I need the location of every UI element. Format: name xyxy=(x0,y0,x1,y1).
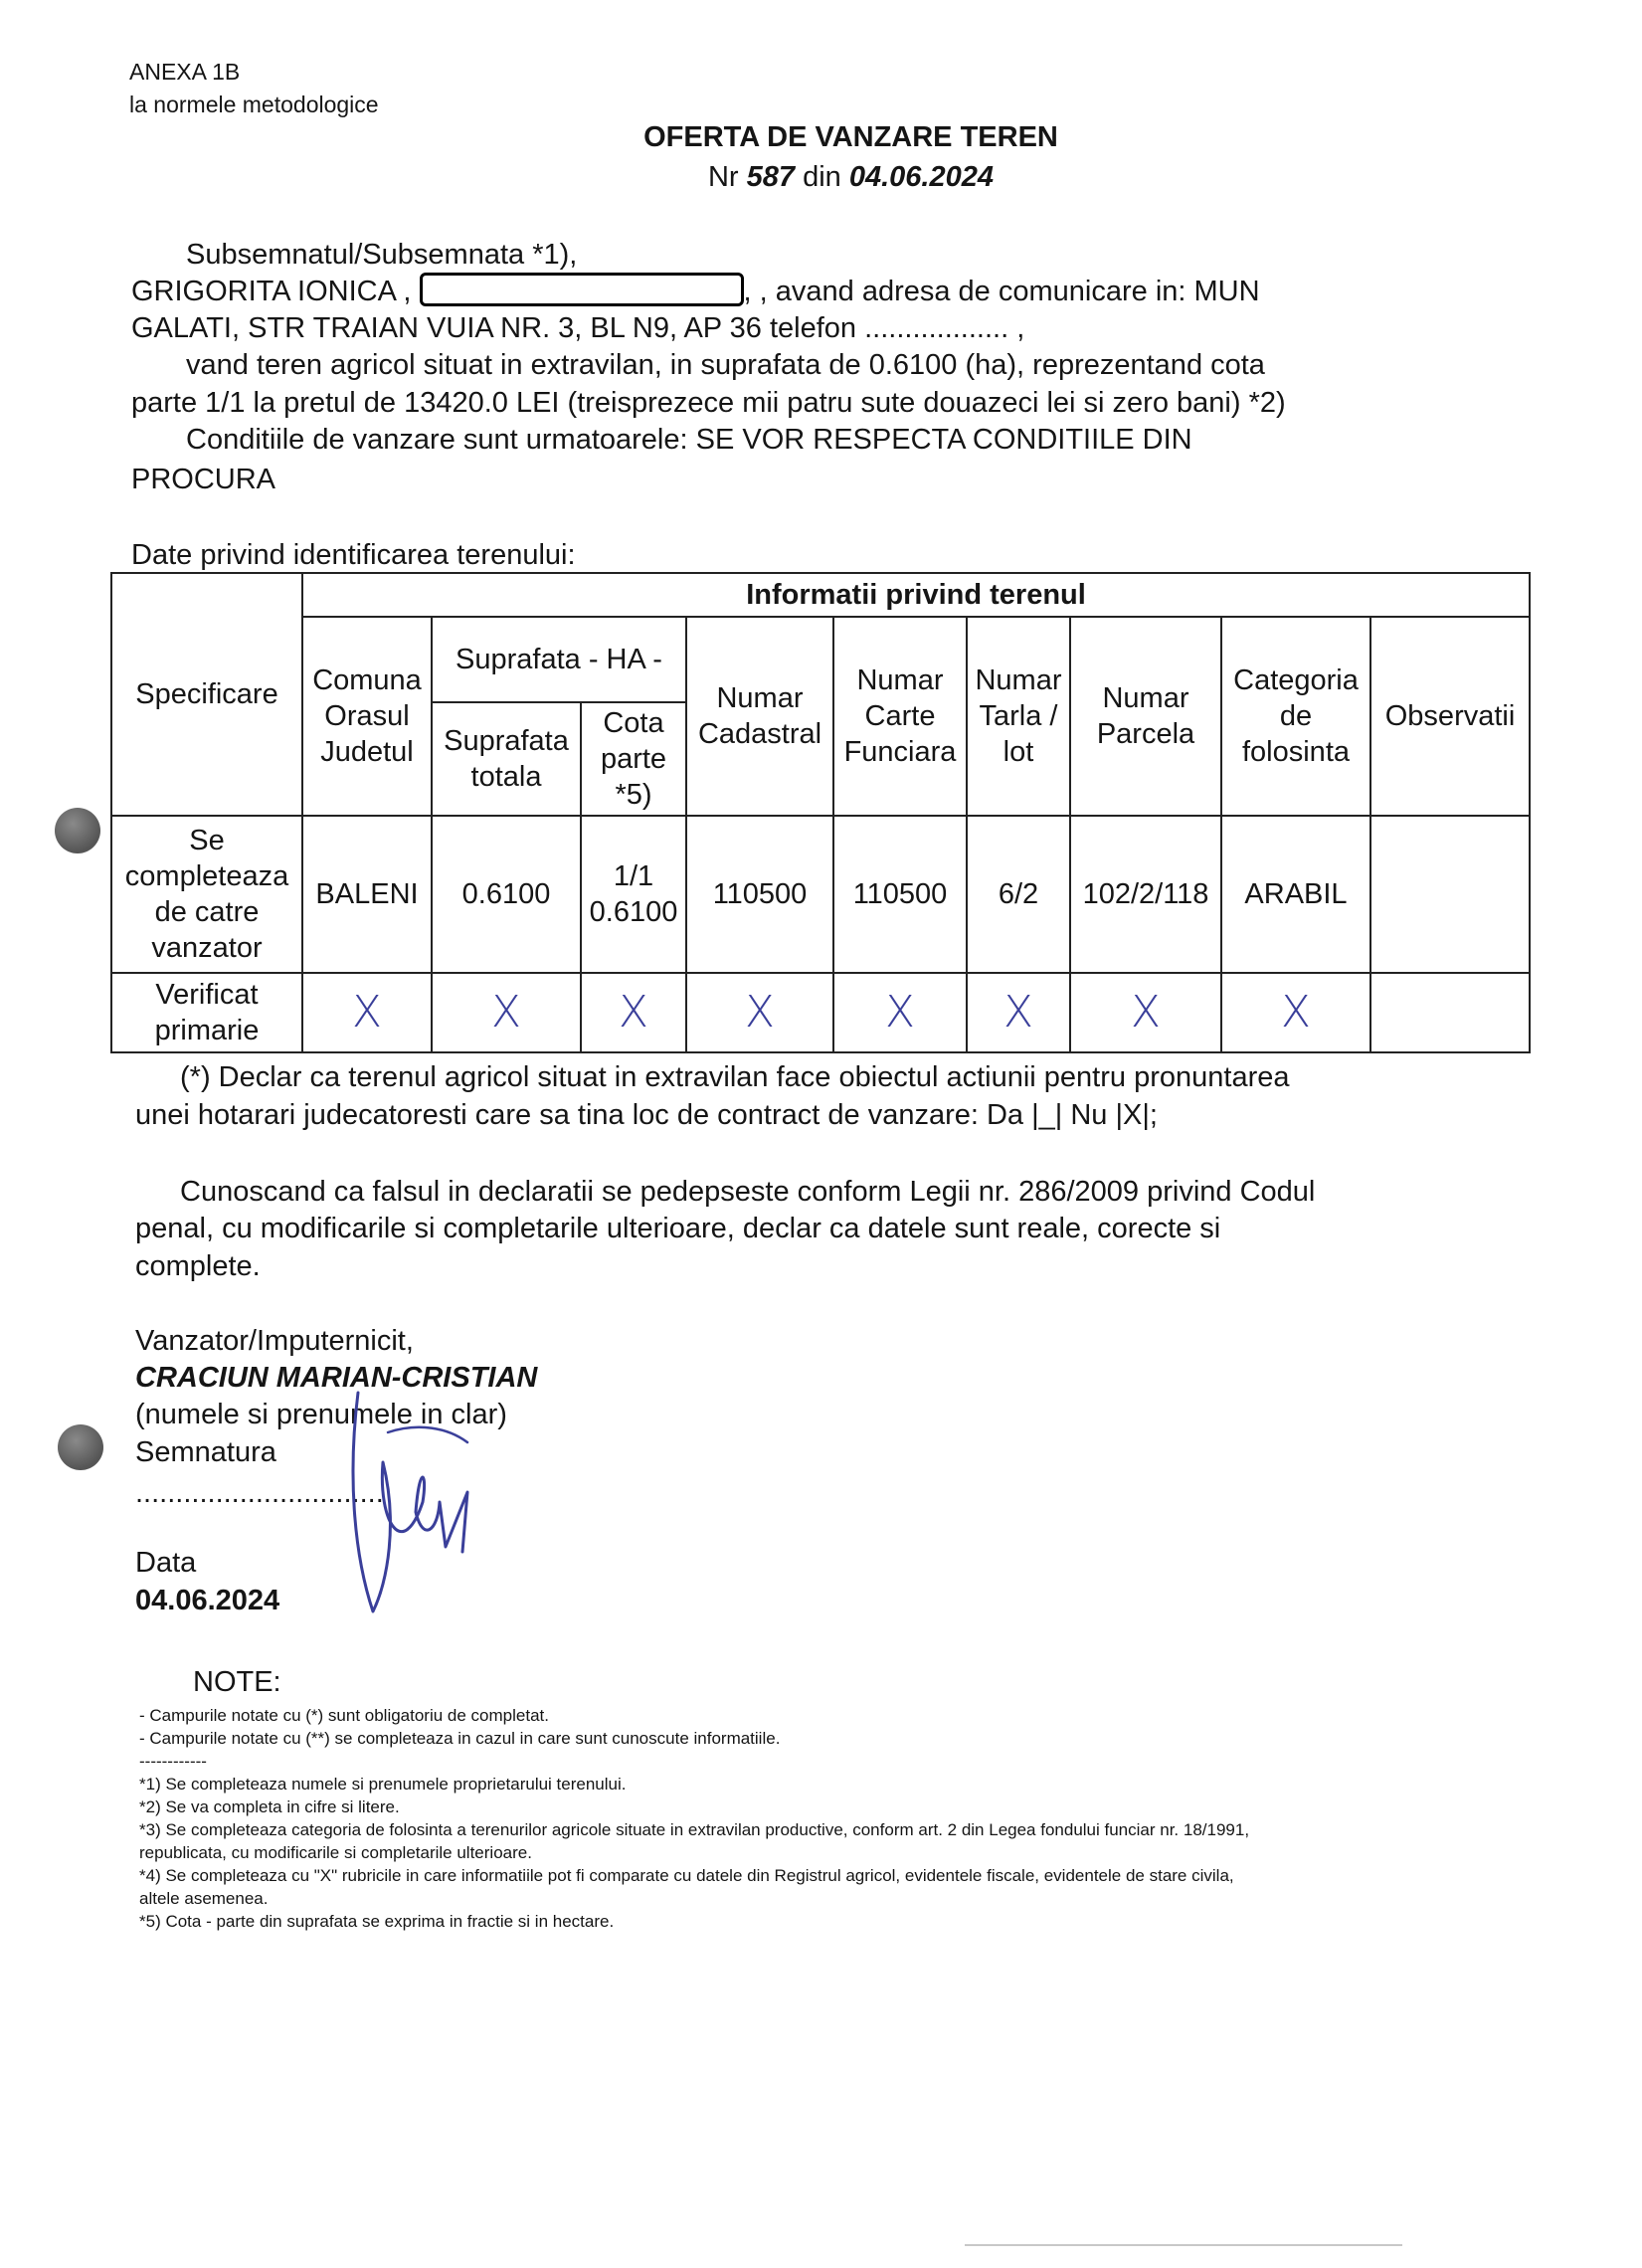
row-label-vanzator: Se completeaza de catre vanzator xyxy=(111,816,302,973)
note-item: - Campurile notate cu (*) sunt obligatoriu de completat. xyxy=(139,1706,549,1725)
document-title-block xyxy=(0,117,1642,197)
penal-line-2: penal, cu modificarile si completarile ulterioare, declar ca datele sunt reale, corecte si xyxy=(135,1213,1221,1244)
header-suprafata-group: Suprafata - HA - xyxy=(432,617,686,702)
header-comuna: Comuna Orasul Judetul xyxy=(302,617,432,816)
subsemnatul-line: Subsemnatul/Subsemnata *1), xyxy=(186,239,578,271)
footnote-item: altele asemenea. xyxy=(139,1889,269,1908)
cell-carte-funciara: 110500 xyxy=(833,816,967,973)
penal-line-3: complete. xyxy=(135,1250,261,1282)
header-suprafata-totala: Suprafata totala xyxy=(432,702,581,816)
footnote-item: *2) Se va completa in cifre si litere. xyxy=(139,1797,400,1816)
nr-prefix: Nr xyxy=(707,161,739,193)
table-row xyxy=(111,816,1530,973)
signer-name-hint: (numele si prenumele in clar) xyxy=(135,1399,507,1430)
cell-observatii xyxy=(1370,816,1530,973)
header-tarla: Numar Tarla / lot xyxy=(967,617,1070,816)
cell-parcela: 102/2/118 xyxy=(1070,816,1221,973)
annex-label: ANEXA 1B xyxy=(129,59,241,85)
table-row xyxy=(111,973,1530,1052)
declaration-line-1: (*) Declar ca terenul agricol situat in extravilan face obiectul actiunii pentru pronuntarea xyxy=(180,1061,1290,1093)
declaration-line-2: unei hotarari judecatoresti care sa tina loc de contract de vanzare: Da |_| Nu |X|; xyxy=(135,1099,1158,1131)
header-cota-parte: Cota parte *5) xyxy=(581,702,686,816)
cell-observatii-empty xyxy=(1370,973,1530,1052)
check-mark-cota: X xyxy=(581,973,686,1052)
row-label-primarie: Verificat primarie xyxy=(111,973,302,1052)
sale-line-1: vand teren agricol situat in extravilan, in suprafata de 0.6100 (ha), reprezentand cota xyxy=(186,349,1265,381)
cell-categoria: ARABIL xyxy=(1221,816,1370,973)
punch-hole-bottom xyxy=(58,1424,103,1470)
cell-cota xyxy=(581,816,686,973)
check-mark-categoria: X xyxy=(1221,973,1370,1052)
footnote-item: *1) Se completeaza numele si prenumele proprietarului terenului. xyxy=(139,1775,627,1794)
conditions-line-1: Conditiile de vanzare sunt urmatoarele: SE VOR RESPECTA CONDITIILE DIN xyxy=(186,424,1192,456)
header-cadastral: Numar Cadastral xyxy=(686,617,833,816)
notes-list xyxy=(139,1704,1249,1933)
handwritten-signature xyxy=(328,1353,527,1631)
cell-cota-ha: 0.6100 xyxy=(589,896,678,928)
footer-rule xyxy=(965,2244,1402,2246)
header-informatii-group: Informatii privind terenul xyxy=(302,573,1530,617)
check-mark-comuna: X xyxy=(302,973,432,1052)
land-info-table xyxy=(110,572,1531,1053)
annex-subtitle: la normele metodologice xyxy=(129,92,379,117)
din-word: din xyxy=(803,161,841,193)
penal-line-1: Cunoscand ca falsul in declaratii se pedepseste conform Legii nr. 286/2009 privind Codul xyxy=(180,1176,1316,1208)
note-separator: ------------ xyxy=(139,1752,207,1771)
sale-line-2: parte 1/1 la pretul de 13420.0 LEI (treisprezece mii patru sute douazeci lei si zero bani) *2) xyxy=(131,387,1286,419)
punch-hole-top xyxy=(55,808,100,853)
check-mark-carte: X xyxy=(833,973,967,1052)
notes-heading: NOTE: xyxy=(193,1666,281,1698)
owner-name: GRIGORITA IONICA , xyxy=(131,276,412,307)
check-mark-suprafata: X xyxy=(432,973,581,1052)
annex-header xyxy=(129,56,379,121)
date-ident-label: Date privind identificarea terenului: xyxy=(131,539,576,571)
document-title: OFERTA DE VANZARE TEREN xyxy=(643,121,1058,153)
check-mark-tarla: X xyxy=(967,973,1070,1052)
header-categoria: Categoria de folosinta xyxy=(1221,617,1370,816)
data-value: 04.06.2024 xyxy=(135,1585,280,1616)
address-rest: , , avand adresa de comunicare in: MUN xyxy=(743,276,1260,307)
header-specificare: Specificare xyxy=(111,573,302,816)
document-date: 04.06.2024 xyxy=(848,161,995,193)
owner-line xyxy=(131,273,1260,310)
header-observatii: Observatii xyxy=(1370,617,1530,816)
nr-value: 587 xyxy=(746,161,796,193)
cell-cadastral: 110500 xyxy=(686,816,833,973)
cell-suprafata: 0.6100 xyxy=(432,816,581,973)
cell-comuna: BALENI xyxy=(302,816,432,973)
address-line: GALATI, STR TRAIAN VUIA NR. 3, BL N9, AP 36 telefon .................. , xyxy=(131,312,1025,344)
data-label: Data xyxy=(135,1547,197,1579)
signer-role: Vanzator/Imputernicit, xyxy=(135,1325,414,1357)
footnote-item: *3) Se completeaza categoria de folosinta a terenurilor agricole situate in extravilan productive, conform art. 2 din Legea fondului funciar nr. 18/1991, xyxy=(139,1820,1250,1839)
cell-cota-fraction: 1/1 xyxy=(613,860,654,892)
header-carte-funciara: Numar Carte Funciara xyxy=(833,617,967,816)
check-mark-parcela: X xyxy=(1070,973,1221,1052)
document-number-line xyxy=(0,157,1642,197)
header-parcela: Numar Parcela xyxy=(1070,617,1221,816)
footnote-item: *4) Se completeaza cu "X" rubricile in care informatiile pot fi comparate cu datele din Registrul agricol, evidentele fiscale, evidentele de stare civila, xyxy=(139,1866,1234,1885)
redacted-box xyxy=(420,273,744,306)
signature-dots: ............................... xyxy=(135,1477,384,1509)
signer-name: CRACIUN MARIAN-CRISTIAN xyxy=(135,1362,538,1394)
note-item: - Campurile notate cu (**) se completeaza in cazul in care sunt cunoscute informatiile. xyxy=(139,1729,781,1748)
footnote-item: *5) Cota - parte din suprafata se exprima in fractie si in hectare. xyxy=(139,1912,615,1931)
check-mark-cadastral: X xyxy=(686,973,833,1052)
conditions-line-2: PROCURA xyxy=(131,464,276,495)
footnote-item: republicata, cu modificarile si completarile ulterioare. xyxy=(139,1843,532,1862)
semnatura-label: Semnatura xyxy=(135,1436,276,1468)
cell-tarla: 6/2 xyxy=(967,816,1070,973)
